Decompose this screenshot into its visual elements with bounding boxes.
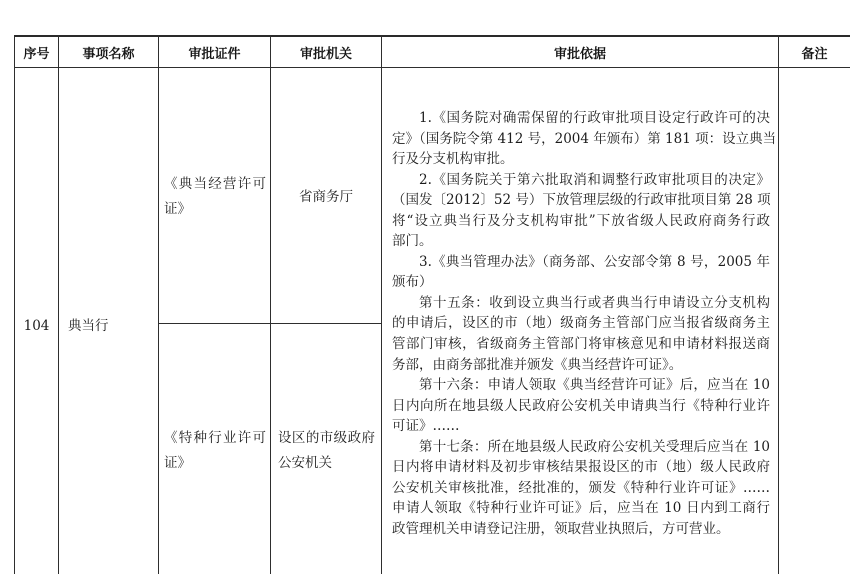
basis-line: 可证》…… <box>392 418 460 435</box>
header-authority: 审批机关 <box>299 46 352 62</box>
basis-line: 行及分支机构审批。 <box>392 151 514 168</box>
basis-line: 政管理机关申请登记注册，领取营业执照后，方可营业。 <box>392 520 730 537</box>
basis-line: 定》（国务院令第 412 号，2004 年颁布）第 181 项：设立典当 <box>392 130 777 147</box>
certificate-cell <box>159 71 270 323</box>
certificate-cell <box>159 327 270 574</box>
certificate-text: 《特种行业许可证》 <box>164 429 266 471</box>
item-name <box>59 78 158 574</box>
row-number <box>15 78 58 574</box>
certificate-text: 《典当经营许可证》 <box>164 176 266 217</box>
basis-line: 部门。 <box>392 233 433 250</box>
basis-line: 将“设立典当行及分支机构审批”下放省级人民政府商务行政 <box>392 212 770 229</box>
authority-cell <box>271 327 381 574</box>
basis-line: 日内向所在地县级人民政府公安机关申请典当行《特种行业许 <box>392 397 770 414</box>
item-name-text: 典当行 <box>68 317 109 334</box>
approval-basis <box>381 108 778 539</box>
basis-line: 第十七条：所在地县级人民政府公安机关受理后应当在 10 <box>419 438 770 455</box>
header-remarks: 备注 <box>801 46 828 62</box>
header-item-name: 事项名称 <box>82 46 135 62</box>
header-basis: 审批依据 <box>553 46 606 62</box>
authority-cell <box>271 71 381 323</box>
header-no: 序号 <box>23 46 50 62</box>
basis-line: 申请人领取《特种行业许可证》后，应当在 10 日内到工商行 <box>392 500 770 517</box>
basis-line: 的申请后，设区的市（地）级商务主管部门应当报省级商务主 <box>392 315 770 332</box>
basis-line: 1.《国务院对确需保留的行政审批项目设定行政许可的决 <box>419 110 770 126</box>
basis-line: 务部，由商务部批准并颁发《典当经营许可证》。 <box>392 356 683 373</box>
row-number-text: 104 <box>23 317 50 334</box>
basis-line: 第十五条：收到设立典当行或者典当行申请设立分支机构 <box>419 294 770 311</box>
header-certificate: 审批证件 <box>188 46 241 62</box>
basis-line: 管部门审核，省级商务主管部门将审核意见和申请材料报送商 <box>392 336 770 353</box>
authority-text: 省商务厅 <box>299 188 353 205</box>
basis-line: 第十六条：申请人领取《典当经营许可证》后，应当在 10 <box>419 377 770 394</box>
basis-line: 3.《典当管理办法》（商务部、公安部令第 8 号，2005 年 <box>419 253 770 270</box>
basis-line: （国发〔2012〕52 号）下放管理层级的行政审批项目第 28 项 <box>392 192 771 209</box>
header-bottom-border <box>14 67 850 68</box>
remarks-cell <box>779 68 850 574</box>
authority-text: 设区的市级政府公安机关 <box>278 429 375 471</box>
basis-line: 公安机关审核批准，经批准的，颁发《特种行业许可证》…… <box>392 479 770 496</box>
basis-line: 日内将申请材料及初步审核结果报设区的市（地）级人民政府 <box>392 459 770 476</box>
basis-line: 2.《国务院关于第六批取消和调整行政审批项目的决定》 <box>419 171 770 188</box>
basis-line: 颁布） <box>392 274 433 291</box>
